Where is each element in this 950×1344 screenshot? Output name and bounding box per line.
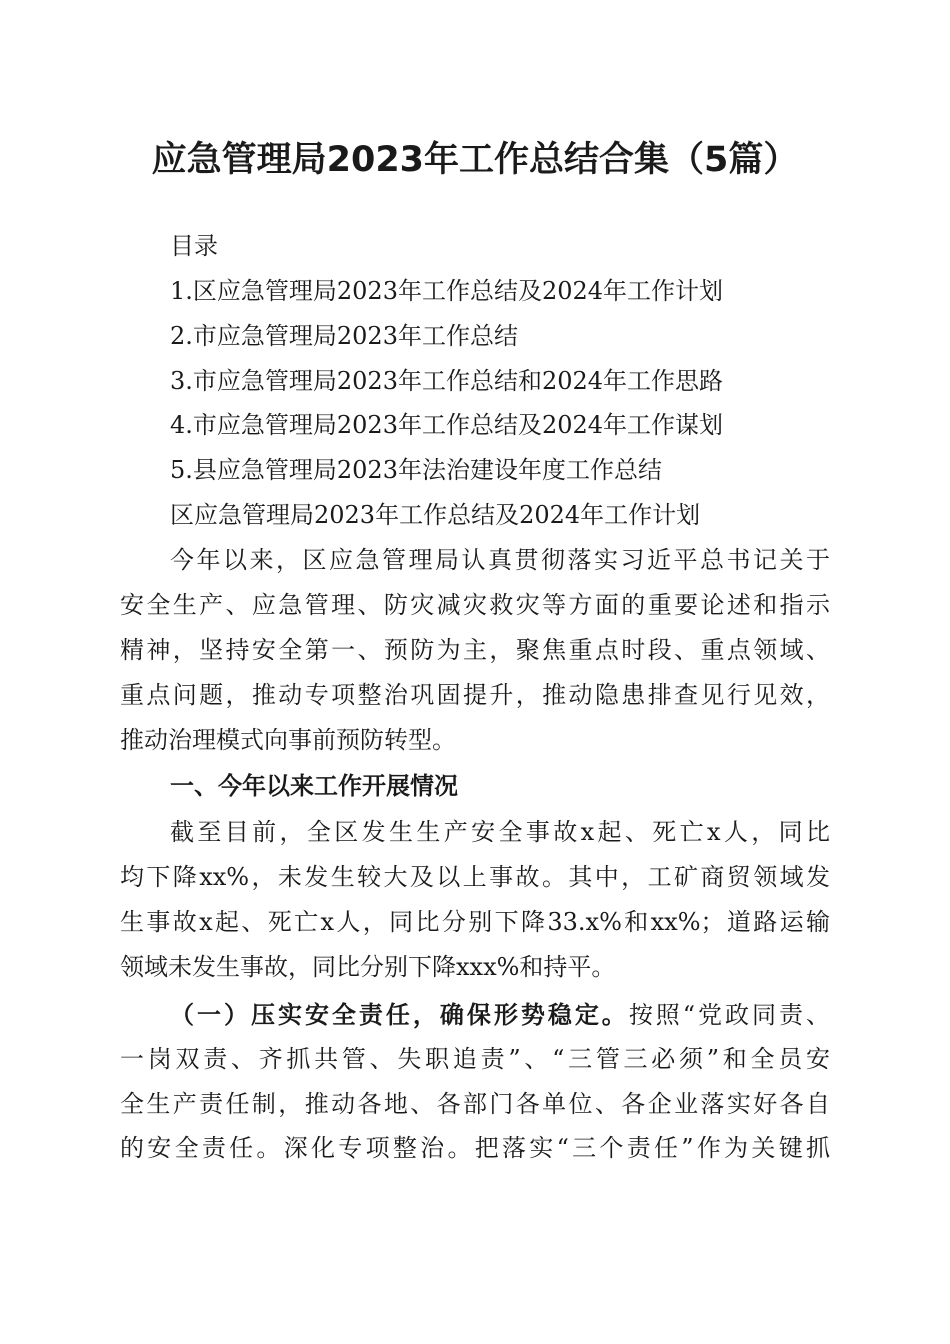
subsection-first-line bbox=[170, 993, 830, 1037]
article-title: 区应急管理局2023年工作总结及2024年工作计划 bbox=[170, 501, 701, 529]
section-line: 均下降xx%，未发生较大及以上事故。其中，工矿商贸领域发 bbox=[120, 863, 830, 891]
subsection-lead: （一）压实安全责任，确保形势稳定。 bbox=[170, 1000, 629, 1029]
document-title: 应急管理局2023年工作总结合集（5篇） bbox=[151, 140, 799, 180]
intro-line: 今年以来，区应急管理局认真贯彻落实习近平总书记关于 bbox=[170, 546, 830, 574]
intro-line: 安全生产、应急管理、防灾减灾救灾等方面的重要论述和指示 bbox=[120, 591, 830, 619]
toc-item: 4.市应急管理局2023年工作总结及2024年工作谋划 bbox=[170, 411, 724, 439]
subsection-line: 全生产责任制，推动各地、各部门各单位、各企业落实好各自 bbox=[120, 1090, 830, 1118]
intro-line: 推动治理模式向事前预防转型。 bbox=[120, 726, 456, 754]
section-line: 领域未发生事故，同比分别下降xxx%和持平。 bbox=[120, 953, 616, 981]
intro-line: 重点问题，推动专项整治巩固提升，推动隐患排查见行见效， bbox=[120, 681, 830, 709]
subsection-first-rest: 按照“党政同责、 bbox=[628, 1001, 830, 1029]
section-line: 生事故x起、死亡x人，同比分别下降33.x%和xx%；道路运输 bbox=[120, 908, 830, 936]
toc-item: 3.市应急管理局2023年工作总结和2024年工作思路 bbox=[170, 367, 724, 395]
intro-line: 精神，坚持安全第一、预防为主，聚焦重点时段、重点领域、 bbox=[120, 636, 830, 664]
toc-item: 5.县应急管理局2023年法治建设年度工作总结 bbox=[170, 456, 662, 484]
section-heading: 一、今年以来工作开展情况 bbox=[170, 772, 458, 800]
section-line: 截至目前，全区发生生产安全事故x起、死亡x人，同比 bbox=[170, 818, 830, 846]
toc-item: 1.区应急管理局2023年工作总结及2024年工作计划 bbox=[170, 277, 724, 305]
subsection-line: 一岗双责、齐抓共管、失职追责”、“三管三必须”和全员安 bbox=[120, 1045, 830, 1073]
toc-heading: 目录 bbox=[170, 232, 218, 260]
subsection-line: 的安全责任。深化专项整治。把落实“三个责任”作为关键抓 bbox=[120, 1134, 830, 1162]
toc-item: 2.市应急管理局2023年工作总结 bbox=[170, 322, 518, 350]
